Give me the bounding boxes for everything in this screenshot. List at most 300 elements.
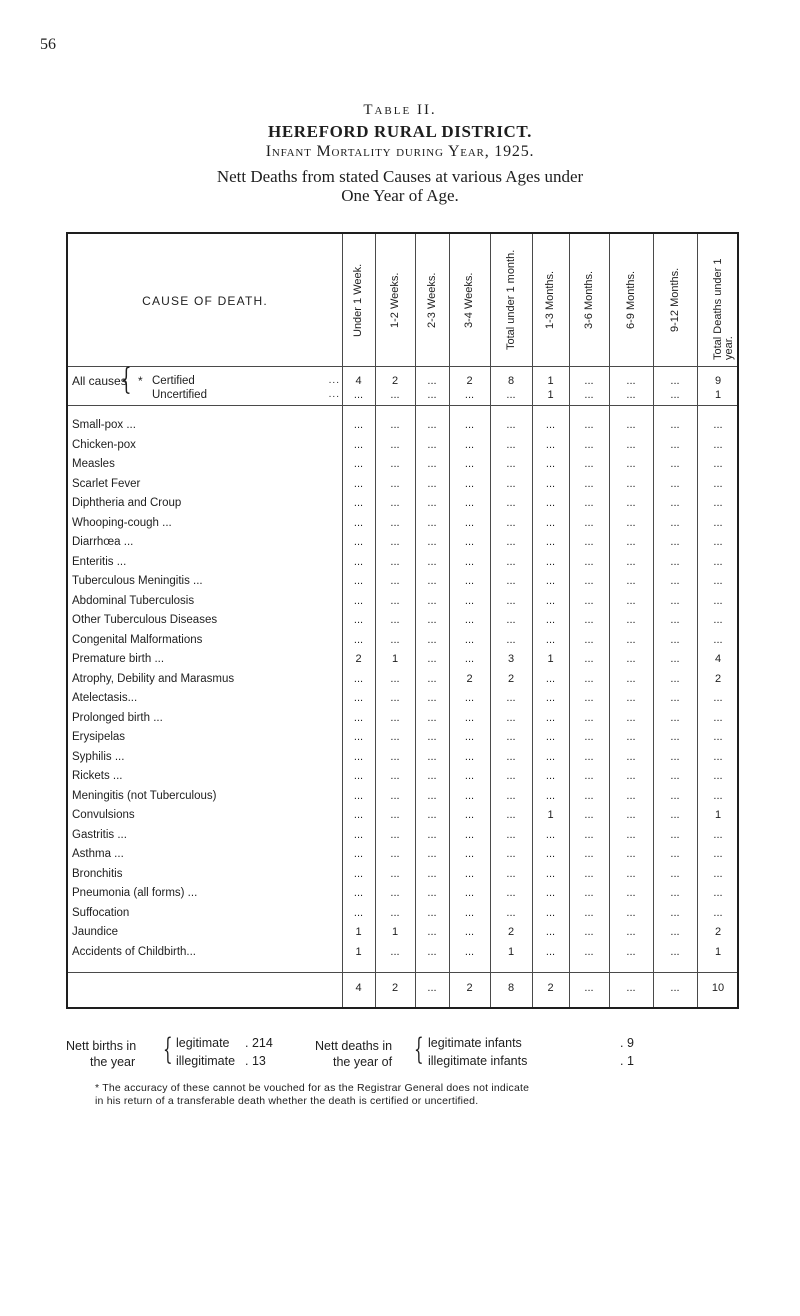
cause-row-26-2-3-weeks: ... (427, 926, 437, 938)
cause-row-9-1-3-months: ... (545, 595, 556, 607)
cause-row-18-under-1-week: ... (353, 770, 364, 782)
cause-row-1-2-3-weeks: ... (427, 439, 437, 451)
header-divider (68, 366, 737, 367)
cause-row-13-2-3-weeks: ... (427, 673, 437, 685)
cause-row-22-1-3-months: ... (545, 848, 556, 860)
deaths-legitimate-value: . 9 (620, 1036, 634, 1050)
cause-row-17-2-3-weeks: ... (427, 751, 437, 763)
cause-row-25-3-4-weeks: ... (464, 907, 475, 919)
cause-label: Abdominal Tuberculosis (72, 595, 195, 607)
certified-9-12-months: ... (670, 375, 680, 387)
certified-under-1-week: 4 (355, 375, 362, 387)
cause-row-2-9-12-months: ... (670, 458, 680, 470)
cause-row-20-3-6-months: ... (584, 809, 594, 821)
cause-row-12-3-6-months: ... (584, 653, 594, 665)
cause-row-11-3-4-weeks: ... (464, 634, 475, 646)
column-header-9-12-months: 9-12 Months. (668, 267, 681, 333)
cause-label: Meningitis (not Tuberculous) (72, 790, 217, 802)
mortality-table (66, 232, 739, 1009)
cause-row-13-9-12-months: ... (670, 673, 680, 685)
cause-row-2-1-2-weeks: ... (390, 458, 400, 470)
cause-row-5-3-6-months: ... (584, 517, 594, 529)
cause-row-18-6-9-months: ... (626, 770, 636, 782)
cause-row-14-6-9-months: ... (626, 692, 636, 704)
cause-row-3-total-under-1-year: ... (713, 478, 723, 490)
cause-row-1-1-3-months: ... (545, 439, 556, 451)
cause-row-6-6-9-months: ... (626, 536, 636, 548)
cause-row-9-total-under-1-year: ... (713, 595, 723, 607)
cause-row-1-3-4-weeks: ... (464, 439, 475, 451)
cause-row-10-6-9-months: ... (626, 614, 636, 626)
cause-row-14-3-4-weeks: ... (464, 692, 475, 704)
cause-row-21-3-6-months: ... (584, 829, 594, 841)
cause-row-19-6-9-months: ... (626, 790, 636, 802)
cause-row-16-6-9-months: ... (626, 731, 636, 743)
cause-row-7-under-1-week: ... (353, 556, 364, 568)
cause-row-27-9-12-months: ... (670, 946, 680, 958)
cause-row-23-9-12-months: ... (670, 868, 680, 880)
uncertified-2-3-weeks: ... (427, 389, 437, 401)
cause-row-16-total-under-1-month: ... (506, 731, 516, 743)
cause-row-0-2-3-weeks: ... (427, 419, 437, 431)
deaths-label-1: Nett deaths in (315, 1039, 393, 1053)
column-header-total-under-1-month: Total under 1 month. (504, 249, 517, 351)
cause-row-3-3-6-months: ... (584, 478, 594, 490)
cause-row-19-3-4-weeks: ... (464, 790, 475, 802)
totals-divider (68, 972, 737, 973)
certified-total-under-1-year: 9 (714, 375, 722, 387)
cause-row-26-under-1-week: 1 (355, 926, 362, 938)
cause-row-19-1-3-months: ... (545, 790, 556, 802)
cause-row-15-1-2-weeks: ... (390, 712, 400, 724)
cause-row-24-2-3-weeks: ... (427, 887, 437, 899)
cause-row-23-6-9-months: ... (626, 868, 636, 880)
cause-row-22-total-under-1-year: ... (713, 848, 723, 860)
cause-row-7-2-3-weeks: ... (427, 556, 437, 568)
cause-row-23-total-under-1-year: ... (713, 868, 723, 880)
cause-label: Suffocation (72, 907, 130, 919)
cause-row-15-total-under-1-month: ... (506, 712, 516, 724)
births-legitimate-value: . 214 (245, 1036, 273, 1050)
cause-row-15-total-under-1-year: ... (713, 712, 723, 724)
cause-row-20-total-under-1-month: ... (506, 809, 516, 821)
certified-1-2-weeks: 2 (391, 375, 399, 387)
cause-row-25-1-3-months: ... (545, 907, 556, 919)
cause-row-26-total-under-1-month: 2 (507, 926, 515, 938)
cause-row-16-2-3-weeks: ... (427, 731, 437, 743)
cause-row-26-3-4-weeks: ... (464, 926, 475, 938)
cause-label: Whooping-cough ... (72, 517, 172, 529)
cause-row-12-1-2-weeks: 1 (391, 653, 399, 665)
cause-row-23-total-under-1-month: ... (506, 868, 516, 880)
cause-row-24-6-9-months: ... (626, 887, 636, 899)
cause-row-18-1-2-weeks: ... (390, 770, 400, 782)
cause-row-20-total-under-1-year: 1 (714, 809, 722, 821)
cause-row-10-under-1-week: ... (353, 614, 364, 626)
cause-label: Convulsions (72, 809, 135, 821)
cause-row-15-3-6-months: ... (584, 712, 594, 724)
cause-row-8-total-under-1-month: ... (506, 575, 516, 587)
births-label-1: Nett births in (66, 1039, 137, 1053)
cause-row-17-9-12-months: ... (670, 751, 680, 763)
cause-row-8-under-1-week: ... (353, 575, 364, 587)
cause-row-27-1-2-weeks: ... (390, 946, 400, 958)
cause-label: Other Tuberculous Diseases (72, 614, 218, 626)
uncertified-9-12-months: ... (670, 389, 680, 401)
cause-label: Scarlet Fever (72, 478, 141, 490)
cause-row-18-total-under-1-month: ... (506, 770, 516, 782)
cause-row-5-total-under-1-month: ... (506, 517, 516, 529)
cause-row-26-3-6-months: ... (584, 926, 594, 938)
cause-row-7-1-3-months: ... (545, 556, 556, 568)
cause-row-7-6-9-months: ... (626, 556, 636, 568)
cause-row-1-total-under-1-year: ... (713, 439, 723, 451)
cause-row-27-1-3-months: ... (545, 946, 556, 958)
deaths-brace: { (414, 1032, 424, 1067)
cause-row-22-1-2-weeks: ... (390, 848, 400, 860)
cause-row-3-1-2-weeks: ... (390, 478, 400, 490)
cause-row-17-total-under-1-year: ... (713, 751, 723, 763)
cause-row-1-3-6-months: ... (584, 439, 594, 451)
cause-row-12-1-3-months: 1 (547, 653, 554, 665)
leader-dots: ... (328, 389, 340, 400)
cause-row-12-2-3-weeks: ... (427, 653, 437, 665)
cause-row-20-1-2-weeks: ... (390, 809, 400, 821)
certified-3-4-weeks: 2 (466, 375, 473, 387)
uncertified-3-6-months: ... (584, 389, 594, 401)
cause-row-18-2-3-weeks: ... (427, 770, 437, 782)
cause-row-22-total-under-1-month: ... (506, 848, 516, 860)
cause-row-20-under-1-week: ... (353, 809, 364, 821)
cause-row-8-total-under-1-year: ... (713, 575, 723, 587)
cause-row-23-3-4-weeks: ... (464, 868, 475, 880)
cause-row-26-6-9-months: ... (626, 926, 636, 938)
cause-label: Prolonged birth ... (72, 712, 163, 724)
certified-1-3-months: 1 (547, 375, 554, 387)
cause-label: Tuberculous Meningitis ... (72, 575, 203, 587)
subtitle: Infant Mortality during Year, 1925. (265, 143, 535, 160)
cause-row-25-2-3-weeks: ... (427, 907, 437, 919)
total-1-3-months: 2 (547, 982, 554, 994)
cause-row-27-total-under-1-month: 1 (507, 946, 515, 958)
cause-row-21-3-4-weeks: ... (464, 829, 475, 841)
certified-total-under-1-month: 8 (507, 375, 515, 387)
cause-row-22-2-3-weeks: ... (427, 848, 437, 860)
births-illegitimate-value: . 13 (245, 1054, 266, 1068)
cause-row-9-3-6-months: ... (584, 595, 594, 607)
total-under-1-week: 4 (355, 982, 362, 994)
cause-row-19-total-under-1-month: ... (506, 790, 516, 802)
uncertified-total-under-1-month: ... (506, 389, 516, 401)
cause-row-26-9-12-months: ... (670, 926, 680, 938)
column-header-6-9-months: 6-9 Months. (624, 270, 637, 330)
brace-symbol: { (121, 362, 132, 397)
cause-row-16-3-4-weeks: ... (464, 731, 475, 743)
column-header-1-3-months: 1-3 Months. (544, 270, 556, 330)
cause-label: Small-pox ... (72, 419, 136, 431)
cause-row-15-3-4-weeks: ... (464, 712, 475, 724)
cause-row-25-total-under-1-year: ... (713, 907, 723, 919)
cause-row-7-1-2-weeks: ... (390, 556, 400, 568)
cause-row-13-6-9-months: ... (626, 673, 636, 685)
cause-row-11-1-2-weeks: ... (390, 634, 400, 646)
cause-row-5-9-12-months: ... (670, 517, 680, 529)
uncertified-total-under-1-year: 1 (714, 389, 722, 401)
cause-row-16-1-3-months: ... (545, 731, 556, 743)
cause-label: Atelectasis... (72, 692, 138, 704)
cause-row-9-2-3-weeks: ... (427, 595, 437, 607)
cause-row-2-3-4-weeks: ... (464, 458, 475, 470)
cause-row-9-6-9-months: ... (626, 595, 636, 607)
cause-label: Measles (72, 458, 115, 470)
cause-row-2-1-3-months: ... (545, 458, 556, 470)
cause-row-4-total-under-1-month: ... (506, 497, 516, 509)
uncertified-under-1-week: ... (353, 389, 364, 401)
cause-row-5-2-3-weeks: ... (427, 517, 437, 529)
total-6-9-months: ... (626, 982, 636, 994)
cause-row-7-total-under-1-month: ... (506, 556, 516, 568)
cause-row-24-1-2-weeks: ... (390, 887, 400, 899)
cause-row-25-3-6-months: ... (584, 907, 594, 919)
cause-row-11-6-9-months: ... (626, 634, 636, 646)
cause-label: Gastritis ... (72, 829, 127, 841)
cause-row-26-1-3-months: ... (545, 926, 556, 938)
cause-row-22-6-9-months: ... (626, 848, 636, 860)
cause-row-10-2-3-weeks: ... (427, 614, 437, 626)
total-9-12-months: ... (670, 982, 680, 994)
cause-row-21-total-under-1-year: ... (713, 829, 723, 841)
cause-row-9-3-4-weeks: ... (464, 595, 475, 607)
cause-row-17-1-2-weeks: ... (390, 751, 400, 763)
district-title: HEREFORD RURAL DISTRICT. (268, 122, 532, 141)
uncertified-3-4-weeks: ... (464, 389, 475, 401)
cause-label: Atrophy, Debility and Marasmus (72, 673, 235, 685)
cause-row-19-2-3-weeks: ... (427, 790, 437, 802)
cause-row-12-total-under-1-month: 3 (507, 653, 515, 665)
cause-row-25-1-2-weeks: ... (390, 907, 400, 919)
cause-row-27-6-9-months: ... (626, 946, 636, 958)
cause-row-5-total-under-1-year: ... (713, 517, 723, 529)
births-brace: { (163, 1032, 173, 1067)
cause-row-8-9-12-months: ... (670, 575, 680, 587)
deaths-illegitimate-label: illegitimate infants (428, 1054, 528, 1068)
cause-row-25-9-12-months: ... (670, 907, 680, 919)
cause-label: Rickets ... (72, 770, 123, 782)
cause-row-0-total-under-1-month: ... (506, 419, 516, 431)
cause-row-1-under-1-week: ... (353, 439, 364, 451)
cause-label: Congenital Malformations (72, 634, 203, 646)
births-label-2: the year (90, 1055, 136, 1069)
cause-row-13-total-under-1-year: 2 (714, 673, 722, 685)
cause-row-21-6-9-months: ... (626, 829, 636, 841)
cause-row-27-3-4-weeks: ... (464, 946, 475, 958)
cause-row-16-under-1-week: ... (353, 731, 364, 743)
cause-row-20-1-3-months: 1 (547, 809, 554, 821)
cause-row-14-1-3-months: ... (545, 692, 556, 704)
cause-row-22-3-6-months: ... (584, 848, 594, 860)
cause-row-16-1-2-weeks: ... (390, 731, 400, 743)
cause-row-10-3-4-weeks: ... (464, 614, 475, 626)
cause-row-2-2-3-weeks: ... (427, 458, 437, 470)
cause-row-10-total-under-1-year: ... (713, 614, 723, 626)
cause-row-3-2-3-weeks: ... (427, 478, 437, 490)
footnote-line-1: * The accuracy of these cannot be vouched for as the Registrar General does not indicate (95, 1082, 530, 1094)
cause-row-27-3-6-months: ... (584, 946, 594, 958)
cause-row-6-9-12-months: ... (670, 536, 680, 548)
cause-row-15-9-12-months: ... (670, 712, 680, 724)
cause-row-23-3-6-months: ... (584, 868, 594, 880)
cause-row-24-total-under-1-year: ... (713, 887, 723, 899)
cause-label: Bronchitis (72, 868, 123, 880)
cause-row-6-3-6-months: ... (584, 536, 594, 548)
cause-row-14-3-6-months: ... (584, 692, 594, 704)
cause-row-25-total-under-1-month: ... (506, 907, 516, 919)
deaths-legitimate-number: 9 (626, 1036, 634, 1050)
deaths-illegitimate-value: . 1 (620, 1054, 634, 1068)
cause-row-20-9-12-months: ... (670, 809, 680, 821)
cause-row-14-total-under-1-year: ... (713, 692, 723, 704)
cause-row-14-total-under-1-month: ... (506, 692, 516, 704)
births-illegitimate-number: 13 (251, 1054, 266, 1068)
cause-row-4-total-under-1-year: ... (713, 497, 723, 509)
column-header-3-4-weeks: 3-4 Weeks. (463, 272, 475, 328)
total-total-under-1-month: 8 (507, 982, 515, 994)
cause-row-6-total-under-1-year: ... (713, 536, 723, 548)
cause-row-21-2-3-weeks: ... (427, 829, 437, 841)
cause-label: Syphilis ... (72, 751, 125, 763)
cause-row-27-2-3-weeks: ... (427, 946, 437, 958)
cause-label: Diphtheria and Croup (72, 497, 182, 509)
cause-row-19-1-2-weeks: ... (390, 790, 400, 802)
cause-row-17-under-1-week: ... (353, 751, 364, 763)
cause-row-18-3-4-weeks: ... (464, 770, 475, 782)
column-header-2-3-weeks: 2-3 Weeks. (425, 272, 438, 328)
cause-header: CAUSE OF DEATH. (142, 294, 268, 308)
cause-row-8-1-2-weeks: ... (390, 575, 400, 587)
cause-row-23-1-3-months: ... (545, 868, 556, 880)
page-number: 56 (40, 36, 56, 53)
cause-row-1-total-under-1-month: ... (506, 439, 516, 451)
cause-row-21-1-2-weeks: ... (390, 829, 400, 841)
cause-row-5-6-9-months: ... (626, 517, 636, 529)
cause-row-19-under-1-week: ... (353, 790, 364, 802)
cause-row-5-1-3-months: ... (545, 517, 556, 529)
cause-row-0-3-4-weeks: ... (464, 419, 475, 431)
cause-row-19-total-under-1-year: ... (713, 790, 723, 802)
cause-row-3-6-9-months: ... (626, 478, 636, 490)
cause-row-3-total-under-1-month: ... (506, 478, 516, 490)
cause-row-20-6-9-months: ... (626, 809, 636, 821)
deaths-label-2: the year of (333, 1055, 393, 1069)
cause-row-4-3-6-months: ... (584, 497, 594, 509)
cause-row-16-9-12-months: ... (670, 731, 680, 743)
deaths-legitimate-label: legitimate infants (428, 1036, 522, 1050)
cause-label: Premature birth ... (72, 653, 165, 665)
cause-label: Chicken-pox (72, 439, 136, 451)
cause-row-26-total-under-1-year: 2 (714, 926, 722, 938)
cause-row-7-total-under-1-year: ... (713, 556, 723, 568)
uncertified-6-9-months: ... (626, 389, 636, 401)
cause-row-6-2-3-weeks: ... (427, 536, 437, 548)
cause-row-13-3-4-weeks: 2 (466, 673, 473, 685)
all-causes-label: All causes (72, 374, 127, 388)
cause-row-21-total-under-1-month: ... (506, 829, 516, 841)
cause-row-5-under-1-week: ... (353, 517, 364, 529)
cause-row-11-1-3-months: ... (545, 634, 556, 646)
cause-row-13-3-6-months: ... (584, 673, 594, 685)
cause-row-10-3-6-months: ... (584, 614, 594, 626)
cause-row-8-2-3-weeks: ... (427, 575, 437, 587)
cause-row-17-1-3-months: ... (545, 751, 556, 763)
cause-row-5-3-4-weeks: ... (464, 517, 475, 529)
cause-row-3-3-4-weeks: ... (464, 478, 475, 490)
column-header-3-6-months: 3-6 Months. (582, 270, 595, 330)
cause-row-4-6-9-months: ... (626, 497, 636, 509)
uncertified-1-2-weeks: ... (390, 389, 400, 401)
cause-row-21-under-1-week: ... (353, 829, 364, 841)
footnote-line-2: in his return of a transferable death whether the death is certified or uncertified. (95, 1095, 479, 1107)
total-total-under-1-year: 10 (711, 982, 725, 994)
cause-row-26-1-2-weeks: 1 (391, 926, 399, 938)
cause-row-4-9-12-months: ... (670, 497, 680, 509)
cause-row-17-3-6-months: ... (584, 751, 594, 763)
cause-label: Diarrhœa ... (72, 536, 134, 548)
cause-row-18-total-under-1-year: ... (713, 770, 723, 782)
cause-row-13-1-3-months: ... (545, 673, 556, 685)
cause-row-2-under-1-week: ... (353, 458, 364, 470)
deaths-illegitimate-number: 1 (626, 1054, 634, 1068)
cause-row-1-1-2-weeks: ... (390, 439, 400, 451)
cause-row-0-1-2-weeks: ... (390, 419, 400, 431)
column-header-under-1-week: Under 1 Week. (352, 263, 364, 337)
cause-row-19-9-12-months: ... (670, 790, 680, 802)
cause-row-24-9-12-months: ... (670, 887, 680, 899)
cause-row-21-1-3-months: ... (545, 829, 556, 841)
cause-label: Erysipelas (72, 731, 126, 743)
cause-row-23-1-2-weeks: ... (390, 868, 400, 880)
cause-row-7-3-4-weeks: ... (464, 556, 475, 568)
cause-row-17-total-under-1-month: ... (506, 751, 516, 763)
cause-row-13-total-under-1-month: 2 (507, 673, 515, 685)
cause-row-3-1-3-months: ... (545, 478, 556, 490)
cause-row-0-under-1-week: ... (353, 419, 364, 431)
cause-row-6-under-1-week: ... (353, 536, 364, 548)
cause-row-8-6-9-months: ... (626, 575, 636, 587)
cause-label: Accidents of Childbirth... (72, 946, 197, 958)
cause-row-6-3-4-weeks: ... (464, 536, 475, 548)
cause-row-13-under-1-week: ... (353, 673, 364, 685)
cause-row-18-1-3-months: ... (545, 770, 556, 782)
cause-row-15-2-3-weeks: ... (427, 712, 437, 724)
cause-row-4-3-4-weeks: ... (464, 497, 475, 509)
cause-row-0-6-9-months: ... (626, 419, 636, 431)
cause-row-3-9-12-months: ... (670, 478, 680, 490)
cause-row-4-under-1-week: ... (353, 497, 364, 509)
column-header-total-under-1-year: Total Deaths under 1 year. (711, 258, 735, 360)
cause-row-12-under-1-week: 2 (355, 653, 362, 665)
cause-row-5-1-2-weeks: ... (390, 517, 400, 529)
certified-label: Certified (152, 375, 195, 387)
births-illegitimate-label: illegitimate (176, 1054, 236, 1068)
cause-row-24-3-4-weeks: ... (464, 887, 475, 899)
cause-row-2-6-9-months: ... (626, 458, 636, 470)
description-line-1: Nett Deaths from stated Causes at various Ages under (216, 167, 584, 186)
births-legitimate-label: legitimate (176, 1036, 230, 1050)
cause-row-0-3-6-months: ... (584, 419, 594, 431)
cause-row-23-under-1-week: ... (353, 868, 364, 880)
cause-row-7-9-12-months: ... (670, 556, 680, 568)
cause-row-8-3-4-weeks: ... (464, 575, 475, 587)
